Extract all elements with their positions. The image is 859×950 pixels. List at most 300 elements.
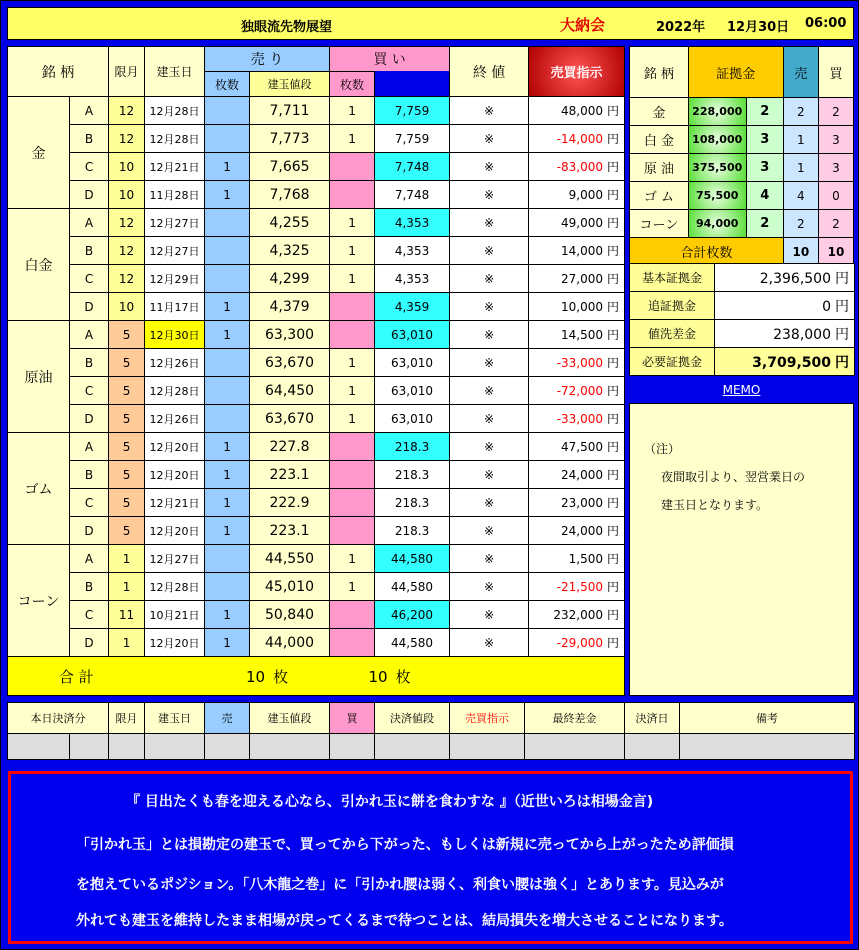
positions-table — [7, 46, 625, 696]
buy-count — [330, 461, 375, 489]
summary-row — [630, 292, 855, 320]
summary-row — [630, 264, 855, 292]
side-total-label: 合計枚数 — [630, 238, 784, 266]
side-commodity: 原 油 — [630, 154, 689, 182]
contract-label: B — [70, 125, 109, 153]
entry-date: 12月28日 — [145, 125, 205, 153]
summary-amount: 3,709,500 — [752, 354, 831, 371]
header-tatene: 建玉値段 — [250, 72, 330, 97]
diff-value: 49,000 — [561, 216, 604, 230]
side-header-margin: 証拠金 — [688, 47, 783, 98]
table-row — [8, 461, 625, 489]
side-row — [630, 210, 854, 238]
sell-count — [205, 545, 250, 573]
total-sell — [205, 657, 330, 696]
settle-header-6: 決済値段 — [375, 703, 450, 734]
entry-date: 12月27日 — [145, 209, 205, 237]
table-row — [8, 489, 625, 517]
contract-label: D — [70, 293, 109, 321]
yen-unit: 円 — [607, 552, 620, 566]
yen-unit: 円 — [607, 244, 620, 258]
title-bar — [7, 7, 854, 40]
entry-date: 12月29日 — [145, 265, 205, 293]
entry-price: 4,379 — [250, 293, 330, 321]
order-mark[interactable]: ※ — [450, 517, 529, 545]
diff-value: -83,000 — [556, 160, 604, 174]
diff-value: -33,000 — [556, 412, 604, 426]
yen-unit: 円 — [607, 608, 620, 622]
yen-unit: 円 — [607, 384, 620, 398]
contract-label: D — [70, 629, 109, 657]
buy-count — [330, 153, 375, 181]
table-row — [8, 321, 625, 349]
total-buy-unit: 枚 — [395, 667, 411, 686]
settle-cell[interactable] — [525, 734, 625, 760]
order-mark[interactable]: ※ — [450, 237, 529, 265]
valuation-diff — [529, 405, 625, 433]
sell-count: 1 — [205, 181, 250, 209]
yen-unit: 円 — [607, 468, 620, 482]
valuation-diff — [529, 545, 625, 573]
table-row — [8, 125, 625, 153]
side-commodity: ゴ ム — [630, 182, 689, 210]
settle-cell[interactable] — [70, 734, 109, 760]
entry-date: 12月20日 — [145, 629, 205, 657]
side-row — [630, 154, 854, 182]
side-margin-count: 3 — [746, 126, 783, 154]
contract-month: 5 — [109, 433, 145, 461]
side-sell-count: 2 — [783, 98, 818, 126]
buy-count — [330, 321, 375, 349]
table-row — [8, 153, 625, 181]
settle-header-10: 備考 — [680, 703, 855, 734]
contract-month: 5 — [109, 517, 145, 545]
entry-date: 11月17日 — [145, 293, 205, 321]
order-mark[interactable]: ※ — [450, 181, 529, 209]
side-commodity: 金 — [630, 98, 689, 126]
order-mark[interactable]: ※ — [450, 97, 529, 125]
yen-unit: 円 — [607, 580, 620, 594]
yen-unit: 円 — [607, 496, 620, 510]
date-label: 12月30日 — [727, 20, 790, 35]
valuation-diff — [529, 349, 625, 377]
side-row — [630, 126, 854, 154]
proverb-text-line2: を抱えているポジション。「八木龍之巻」に「引かれ腰は弱く、利食い腰は強く」とあります。見込みが — [76, 877, 724, 893]
diff-value: 27,000 — [561, 272, 604, 286]
yen-unit: 円 — [607, 300, 620, 314]
settle-header-4: 建玉値段 — [250, 703, 330, 734]
buy-count — [330, 517, 375, 545]
header-sell-count: 枚数 — [205, 72, 250, 97]
settle-header-9: 決済日 — [625, 703, 680, 734]
settle-cell[interactable] — [109, 734, 145, 760]
table-row — [8, 265, 625, 293]
valuation-diff — [529, 629, 625, 657]
close-price: 7,759 — [375, 125, 450, 153]
close-price: 44,580 — [375, 629, 450, 657]
contract-label: A — [70, 433, 109, 461]
memo-box — [629, 403, 854, 696]
contract-month: 12 — [109, 265, 145, 293]
table-row — [8, 573, 625, 601]
order-mark[interactable]: ※ — [450, 433, 529, 461]
diff-value: 14,500 — [561, 328, 604, 342]
entry-price: 63,670 — [250, 405, 330, 433]
entry-price: 7,665 — [250, 153, 330, 181]
proverb-text-line3: 外れても建玉を維持したまま相場が戻ってくるまで待つことは、結局損失を増大させることになります。 — [76, 913, 733, 929]
side-commodity: コーン — [630, 210, 689, 238]
order-mark[interactable]: ※ — [450, 377, 529, 405]
buy-count: 1 — [330, 349, 375, 377]
yen-unit: 円 — [607, 412, 620, 426]
header-meigara: 銘 柄 — [8, 47, 109, 97]
contract-month: 1 — [109, 629, 145, 657]
table-row — [8, 629, 625, 657]
summary-table — [629, 263, 855, 376]
side-margin-value: 375,500 — [688, 154, 746, 182]
entry-price: 227.8 — [250, 433, 330, 461]
contract-label: D — [70, 405, 109, 433]
entry-price: 63,300 — [250, 321, 330, 349]
diff-value: 47,500 — [561, 440, 604, 454]
side-sell-count: 4 — [783, 182, 818, 210]
contract-month: 1 — [109, 545, 145, 573]
diff-value: -14,000 — [556, 132, 604, 146]
contract-month: 5 — [109, 349, 145, 377]
settle-header-1: 限月 — [109, 703, 145, 734]
sell-count: 1 — [205, 433, 250, 461]
settle-header-2: 建玉日 — [145, 703, 205, 734]
sell-count: 1 — [205, 321, 250, 349]
order-mark[interactable]: ※ — [450, 349, 529, 377]
sell-count: 1 — [205, 153, 250, 181]
sell-count: 1 — [205, 629, 250, 657]
table-row — [8, 349, 625, 377]
sell-count — [205, 97, 250, 125]
entry-price: 7,773 — [250, 125, 330, 153]
sell-count — [205, 573, 250, 601]
entry-date: 12月28日 — [145, 377, 205, 405]
entry-date: 12月26日 — [145, 405, 205, 433]
settle-cell[interactable] — [625, 734, 680, 760]
header-tatebi: 建玉日 — [145, 47, 205, 97]
total-spacer2 — [450, 657, 625, 696]
side-total-buy: 10 — [818, 238, 853, 266]
buy-count: 1 — [330, 573, 375, 601]
valuation-diff — [529, 601, 625, 629]
header-kai: 買 い — [330, 47, 450, 72]
settle-cell[interactable] — [375, 734, 450, 760]
buy-count — [330, 629, 375, 657]
summary-value — [715, 320, 855, 348]
order-mark[interactable]: ※ — [450, 629, 529, 657]
close-price: 218.3 — [375, 489, 450, 517]
contract-label: C — [70, 377, 109, 405]
diff-value: -72,000 — [556, 384, 604, 398]
side-margin-value: 108,000 — [688, 126, 746, 154]
entry-date: 12月21日 — [145, 153, 205, 181]
contract-month: 5 — [109, 461, 145, 489]
valuation-diff — [529, 209, 625, 237]
side-margin-count: 3 — [746, 154, 783, 182]
buy-count — [330, 489, 375, 517]
commodity-name: 原油 — [8, 321, 70, 433]
event-label: 大納会 — [560, 16, 606, 34]
valuation-diff — [529, 461, 625, 489]
entry-price: 64,450 — [250, 377, 330, 405]
summary-amount: 2,396,500 — [759, 270, 831, 287]
close-price: 63,010 — [375, 321, 450, 349]
total-sell-unit: 枚 — [273, 667, 289, 686]
diff-value: 23,000 — [561, 496, 604, 510]
entry-price: 44,550 — [250, 545, 330, 573]
contract-label: A — [70, 209, 109, 237]
memo-link[interactable]: MEMO — [722, 383, 761, 397]
contract-month: 10 — [109, 153, 145, 181]
entry-price: 7,768 — [250, 181, 330, 209]
valuation-diff — [529, 237, 625, 265]
settle-cell[interactable] — [450, 734, 525, 760]
valuation-diff — [529, 517, 625, 545]
side-buy-count: 0 — [818, 182, 853, 210]
buy-count — [330, 181, 375, 209]
table-row — [8, 293, 625, 321]
yen-unit: 円 — [607, 356, 620, 370]
side-row — [630, 182, 854, 210]
yen-unit: 円 — [607, 160, 620, 174]
buy-count — [330, 293, 375, 321]
entry-price: 4,299 — [250, 265, 330, 293]
yen-unit: 円 — [607, 524, 620, 538]
valuation-diff — [529, 181, 625, 209]
total-buy — [330, 657, 450, 696]
contract-month: 10 — [109, 293, 145, 321]
entry-date: 12月26日 — [145, 349, 205, 377]
settle-cell[interactable] — [205, 734, 250, 760]
entry-date: 10月21日 — [145, 601, 205, 629]
order-mark[interactable]: ※ — [450, 321, 529, 349]
summary-yen: 円 — [835, 298, 849, 315]
yen-unit: 円 — [607, 636, 620, 650]
table-row — [8, 237, 625, 265]
contract-month: 12 — [109, 237, 145, 265]
side-header-meigara: 銘 柄 — [630, 47, 689, 98]
side-row — [630, 98, 854, 126]
side-sell-count: 1 — [783, 126, 818, 154]
summary-value — [715, 264, 855, 292]
contract-label: B — [70, 573, 109, 601]
table-row — [8, 405, 625, 433]
buy-count: 1 — [330, 265, 375, 293]
entry-date: 12月27日 — [145, 545, 205, 573]
contract-month: 5 — [109, 489, 145, 517]
sell-count: 1 — [205, 489, 250, 517]
settle-cell[interactable] — [145, 734, 205, 760]
table-row — [8, 377, 625, 405]
diff-value: -21,500 — [556, 580, 604, 594]
side-margin-value: 75,500 — [688, 182, 746, 210]
yen-unit: 円 — [607, 328, 620, 342]
settle-header-5: 買 — [330, 703, 375, 734]
order-mark[interactable]: ※ — [450, 293, 529, 321]
entry-date: 12月28日 — [145, 573, 205, 601]
diff-value: 48,000 — [561, 104, 604, 118]
side-buy-count: 2 — [818, 210, 853, 238]
settle-cell[interactable] — [250, 734, 330, 760]
entry-date: 12月27日 — [145, 237, 205, 265]
entry-price: 223.1 — [250, 461, 330, 489]
table-row — [8, 601, 625, 629]
summary-label: 追証拠金 — [630, 292, 715, 320]
memo-note-line2: 建玉日となります。 — [661, 498, 769, 512]
valuation-diff — [529, 433, 625, 461]
diff-value: -29,000 — [556, 636, 604, 650]
entry-date: 12月20日 — [145, 433, 205, 461]
commodity-name: 金 — [8, 97, 70, 209]
entry-date: 12月21日 — [145, 489, 205, 517]
total-row — [8, 657, 625, 696]
summary-amount: 0 — [822, 298, 831, 315]
entry-price: 45,010 — [250, 573, 330, 601]
order-mark[interactable]: ※ — [450, 601, 529, 629]
buy-count — [330, 433, 375, 461]
commodity-name: 白金 — [8, 209, 70, 321]
order-mark[interactable]: ※ — [450, 573, 529, 601]
valuation-diff — [529, 97, 625, 125]
side-margin-count: 2 — [746, 98, 783, 126]
table-row — [8, 209, 625, 237]
valuation-diff — [529, 321, 625, 349]
entry-date: 12月20日 — [145, 461, 205, 489]
diff-value: -33,000 — [556, 356, 604, 370]
close-price: 4,359 — [375, 293, 450, 321]
buy-count: 1 — [330, 405, 375, 433]
close-price: 63,010 — [375, 405, 450, 433]
close-price: 46,200 — [375, 601, 450, 629]
close-price: 63,010 — [375, 377, 450, 405]
settlement-table — [7, 702, 855, 760]
entry-date: 11月28日 — [145, 181, 205, 209]
header-gengetsu: 限月 — [109, 47, 145, 97]
close-price: 4,353 — [375, 237, 450, 265]
close-price: 63,010 — [375, 349, 450, 377]
sell-count — [205, 349, 250, 377]
settle-cell[interactable] — [8, 734, 70, 760]
side-margin-value: 228,000 — [688, 98, 746, 126]
contract-month: 12 — [109, 209, 145, 237]
sell-count — [205, 265, 250, 293]
side-margin-value: 94,000 — [688, 210, 746, 238]
contract-month: 5 — [109, 321, 145, 349]
summary-yen: 円 — [835, 354, 849, 371]
order-mark[interactable]: ※ — [450, 265, 529, 293]
yen-unit: 円 — [607, 216, 620, 230]
valuation-diff — [529, 489, 625, 517]
close-price: 7,748 — [375, 153, 450, 181]
close-price: 218.3 — [375, 517, 450, 545]
proverb-title: 『 目出たくも春を迎える心なら、引かれ玉に餅を食わすな 』（近世いろは相場金言) — [126, 794, 654, 810]
sell-count — [205, 209, 250, 237]
order-mark[interactable]: ※ — [450, 405, 529, 433]
contract-label: A — [70, 321, 109, 349]
entry-date: 12月20日 — [145, 517, 205, 545]
entry-price: 7,711 — [250, 97, 330, 125]
valuation-diff — [529, 265, 625, 293]
commodity-name: ゴム — [8, 433, 70, 545]
contract-month: 12 — [109, 97, 145, 125]
close-price: 7,748 — [375, 181, 450, 209]
entry-price: 50,840 — [250, 601, 330, 629]
side-buy-count: 3 — [818, 126, 853, 154]
sell-count — [205, 237, 250, 265]
year-label: 2022年 — [656, 20, 706, 35]
side-sell-count: 2 — [783, 210, 818, 238]
entry-price: 63,670 — [250, 349, 330, 377]
valuation-diff — [529, 125, 625, 153]
sell-count: 1 — [205, 601, 250, 629]
contract-label: A — [70, 545, 109, 573]
close-price: 4,353 — [375, 209, 450, 237]
buy-count: 1 — [330, 97, 375, 125]
contract-label: D — [70, 517, 109, 545]
summary-yen: 円 — [835, 326, 849, 343]
entry-price: 44,000 — [250, 629, 330, 657]
summary-amount: 238,000 — [773, 326, 831, 343]
contract-label: C — [70, 265, 109, 293]
commodity-name: コーン — [8, 545, 70, 657]
entry-price: 223.1 — [250, 517, 330, 545]
table-row — [8, 181, 625, 209]
side-buy-count: 2 — [818, 98, 853, 126]
time-label: 06:00 — [805, 16, 847, 31]
diff-value: 24,000 — [561, 468, 604, 482]
valuation-diff — [529, 293, 625, 321]
diff-value: 1,500 — [568, 552, 604, 566]
entry-price: 4,325 — [250, 237, 330, 265]
summary-label: 基本証拠金 — [630, 264, 715, 292]
side-total-sell: 10 — [783, 238, 818, 266]
total-label: 合 計 — [8, 657, 145, 696]
close-price: 7,759 — [375, 97, 450, 125]
entry-date: 12月28日 — [145, 97, 205, 125]
diff-value: 24,000 — [561, 524, 604, 538]
sell-count — [205, 125, 250, 153]
close-price: 218.3 — [375, 461, 450, 489]
yen-unit: 円 — [607, 440, 620, 454]
contract-label: B — [70, 349, 109, 377]
diff-value: 9,000 — [568, 188, 604, 202]
order-mark[interactable]: ※ — [450, 209, 529, 237]
order-instruction-button[interactable]: 売買指示 — [529, 47, 625, 97]
contract-label: C — [70, 153, 109, 181]
buy-count: 1 — [330, 209, 375, 237]
order-mark[interactable]: ※ — [450, 545, 529, 573]
settle-cell[interactable] — [680, 734, 855, 760]
order-mark[interactable]: ※ — [450, 153, 529, 181]
order-mark[interactable]: ※ — [450, 125, 529, 153]
settle-cell[interactable] — [330, 734, 375, 760]
contract-month: 12 — [109, 125, 145, 153]
yen-unit: 円 — [607, 104, 620, 118]
order-mark[interactable]: ※ — [450, 489, 529, 517]
contract-month: 1 — [109, 573, 145, 601]
order-mark[interactable]: ※ — [450, 461, 529, 489]
contract-month: 5 — [109, 405, 145, 433]
settle-header-3: 売 — [205, 703, 250, 734]
summary-label: 値洗差金 — [630, 320, 715, 348]
contract-label: C — [70, 489, 109, 517]
buy-count: 1 — [330, 125, 375, 153]
